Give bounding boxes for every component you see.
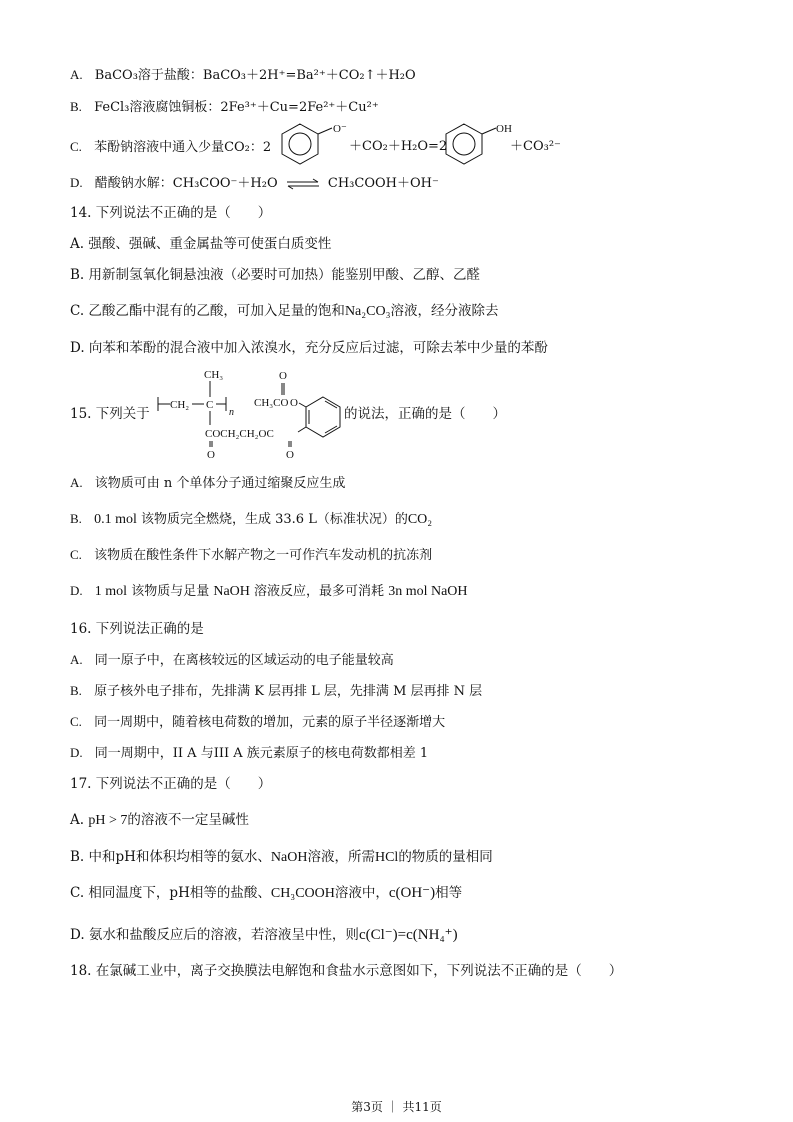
option-mid: 该物质完全燃烧，生成 33.6 L（标准状况）的 [140,512,408,527]
q14-option-c [70,302,498,321]
phenol-ring-structure [440,118,516,168]
option-post: 的溶液不一定呈碱性 [127,812,249,828]
amount: 0.1 mol [94,512,137,527]
q16-option-c [70,713,445,732]
ether-o-label: O [290,397,298,409]
chem-expr: c(Cl⁻)=c(NH₄⁺) [358,927,458,943]
option-text: BaCO₃溶于盐酸：BaCO₃＋2H⁺=Ba²⁺＋CO₂↑＋H₂O [94,68,416,83]
option-text: 同一周期中，随着核电荷数的增加，元素的原子半径逐渐增大 [94,715,446,730]
chem-amount: 3n mol NaOH [388,584,468,599]
chem-formula: NaOH [213,584,250,599]
q17-option-d [70,926,458,944]
option-text: FeCl₃溶液腐蚀铜板：2Fe³⁺＋Cu=2Fe²⁺＋Cu²⁺ [94,100,379,115]
option-pre: B. 中和pH和体积均相等的氨水、 [70,849,271,865]
option-tail: ＋CO₃²⁻ [510,139,561,154]
option-pre: C. 相同温度下，pH相等的盐酸、 [70,885,271,901]
option-letter: D. [70,745,83,760]
ch2-label: CH₂ [170,399,190,411]
o-minus-label: O⁻ [333,123,347,135]
q16-option-a [70,651,394,670]
option-text: 原子核外电子排布，先排满 K 层再排 L 层，先排满 M 层再排 N 层 [94,684,483,699]
c-label: C [206,399,214,411]
q13-option-d [70,174,439,193]
option-prefix: 苯酚钠溶液中通入少量CO₂：2 [94,140,272,155]
equilibrium-arrow-icon [286,178,320,190]
option-text: 同一原子中，在离核较远的区域运动的电子能量较高 [94,653,394,668]
option-letter: A. [70,67,83,82]
polymer-structure-diagram [150,365,345,460]
option-letter: C. [70,547,82,562]
q15-option-c [70,546,432,565]
q18-stem: 18. 在氯碱工业中，离子交换膜法电解饱和食盐水示意图如下，下列说法不正确的是（ ） [70,963,623,979]
q14-option-b: B. 用新制氢氧化铜悬浊液（必要时可加热）能鉴别甲酸、乙醇、乙醛 [70,267,481,283]
option-mid: 溶液，所需 [307,849,375,865]
option-mid: 该物质与足量 [131,584,210,599]
option-letter: C. [70,714,82,729]
option-text: 该物质可由 n 个单体分子通过缩聚反应生成 [94,476,346,491]
option-post: 溶液，经分液除去 [390,303,499,319]
option-text: 同一周期中，II A 与III A 族元素原子的核电荷数都相差 1 [94,746,429,761]
phenoxide-ring-structure [272,118,352,168]
q13-option-b [70,98,379,117]
option-letter: B. [70,511,82,526]
q16-option-d [70,744,428,763]
q13-option-c [70,138,271,157]
chem-expr: pH > 7 [88,813,128,828]
q14-option-d: D. 向苯和苯酚的混合液中加入浓溴水，充分反应后过滤，可除去苯中少量的苯酚 [70,340,548,356]
q15-stem-post: 的说法，正确的是（ ） [344,406,506,422]
ch3-label: CH₃ [204,369,224,381]
q16-stem: 16. 下列说法正确的是 [70,621,204,637]
chem-formula: HCl [374,850,399,865]
q14-stem: 14. 下列说法不正确的是（ ） [70,205,272,221]
oh-label: OH [496,123,512,135]
option-letter: D. [70,583,83,598]
option-mid: ＋CO₂＋H₂O=2 [349,139,448,154]
option-letter: C. [70,139,82,154]
option-post: 的物质的量相同 [398,849,493,865]
carbonyl-o-label-2: O [286,449,294,460]
option-pre: C. 乙酸乙酯中混有的乙酸，可加入足量的饱和 [70,303,345,319]
option-post: 相等 [435,885,463,901]
chem-formula: CH₃COOH [270,886,335,901]
q13-option-a [70,66,416,85]
option-mid2: 溶液反应，最多可消耗 [254,584,385,599]
chem-expr: c(OH⁻) [388,885,436,901]
chem-formula: CO₂ [407,512,433,527]
q13-option-c-tail [510,138,561,156]
option-right: CH₃COOH＋OH⁻ [327,176,439,191]
q15-option-b [70,510,432,529]
carbonyl-o-label-1: O [207,449,215,460]
q17-option-c [70,884,462,903]
option-pre: A. [70,812,89,828]
option-left: 醋酸钠水解：CH₃COO⁻＋H₂O [94,176,278,191]
chem-formula: Na₂CO₃ [344,304,391,319]
q17-option-b [70,848,493,867]
option-letter: B. [70,683,82,698]
q13-option-c-mid [349,138,447,156]
option-mid: 溶液中， [334,885,389,901]
option-letter: D. [70,175,83,190]
option-text: 该物质在酸性条件下水解产物之一可作汽车发动机的抗冻剂 [94,548,433,563]
q14-option-a: A. 强酸、强碱、重金属盐等可使蛋白质变性 [70,236,332,252]
option-pre: D. 氨水和盐酸反应后的溶液，若溶液呈中性，则 [70,927,359,943]
q15-option-d [70,582,468,601]
acetyl-label: CH₃CO [254,397,289,409]
page-footer: 第3页 ｜ 共11页 [351,1100,442,1114]
n-subscript: n [229,407,234,418]
option-letter: A. [70,652,83,667]
option-letter: B. [70,99,82,114]
ester-chain-label: COCH₂CH₂OC [205,428,274,440]
option-letter: A. [70,475,83,490]
q17-stem: 17. 下列说法不正确的是（ ） [70,776,272,792]
q17-option-a [70,811,249,830]
q15-option-a [70,474,345,493]
acetyl-o-label: O [279,370,287,382]
q16-option-b [70,682,482,701]
chem-formula: NaOH [270,850,308,865]
amount: 1 mol [94,584,128,599]
q15-stem-pre: 15. 下列关于 [70,406,150,422]
